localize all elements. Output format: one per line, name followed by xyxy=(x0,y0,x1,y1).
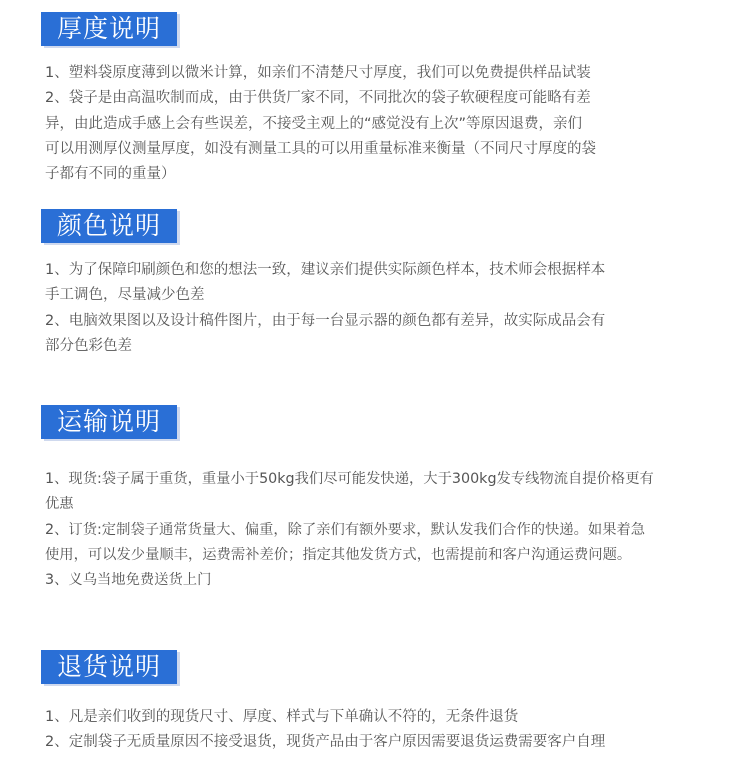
text-line: 1、为了保障印刷颜色和您的想法一致，建议亲们提供实际颜色样本，技术师会根据样本 xyxy=(45,262,606,278)
text-line: 部分色彩色差 xyxy=(45,337,132,354)
text-line: 使用，可以发少量顺丰，运费需补差价；指定其他发货方式，也需提前和客户沟通运费问题。 xyxy=(45,546,632,563)
text-line: 2、订货:定制袋子通常货量大、偏重，除了亲们有额外要求，默认发我们合作的快递。如果着急 xyxy=(45,521,646,538)
text-line: 1、凡是亲们收到的现货尺寸、厚度、样式与下单确认不符的，无条件退货 xyxy=(45,709,519,725)
paragraph-color xyxy=(45,258,717,359)
heading-returns: 退货说明 xyxy=(41,650,177,684)
section-heading xyxy=(0,12,750,46)
text-line: 子都有不同的重量） xyxy=(45,166,176,183)
heading-shipping: 运输说明 xyxy=(41,405,177,439)
text-line: 1、现货:袋子属于重货，重量小于50kg我们尽可能发快递，大于300kg发专线物流自提价格更有 xyxy=(45,471,654,487)
section-heading xyxy=(0,405,750,439)
text-line: 2、袋子是由高温吹制而成，由于供货厂家不同，不同批次的袋子软硬程度可能略有差 xyxy=(45,90,591,107)
section-thickness xyxy=(0,12,750,46)
text-line: 手工调色，尽量减少色差 xyxy=(45,287,205,304)
text-line: 2、电脑效果图以及设计稿件图片，由于每一台显示器的颜色都有差异，故实际成品会有 xyxy=(45,312,606,329)
text-line: 可以用测厚仪测量厚度，如没有测量工具的可以用重量标准来衡量（不同尺寸厚度的袋 xyxy=(45,140,596,157)
text-line: 2、定制袋子无质量原因不接受退货，现货产品由于客户原因需要退货运费需要客户自理 xyxy=(45,734,606,751)
heading-color: 颜色说明 xyxy=(41,209,177,243)
text-line: 优惠 xyxy=(45,496,74,513)
paragraph-returns xyxy=(45,705,717,756)
text-line: 异，由此造成手感上会有些误差，不接受主观上的“感觉没有上次”等原因退费，亲们 xyxy=(45,115,583,132)
paragraph-thickness xyxy=(45,61,717,187)
section-heading xyxy=(0,650,750,684)
heading-thickness: 厚度说明 xyxy=(41,12,177,46)
text-line: 1、塑料袋原度薄到以微米计算，如亲们不清楚尺寸厚度，我们可以免费提供样品试装 xyxy=(45,65,591,81)
section-shipping xyxy=(0,405,750,439)
paragraph-shipping xyxy=(45,467,717,593)
section-heading xyxy=(0,209,750,243)
section-color xyxy=(0,209,750,243)
section-returns xyxy=(0,650,750,684)
text-line: 3、义乌当地免费送货上门 xyxy=(45,572,212,589)
